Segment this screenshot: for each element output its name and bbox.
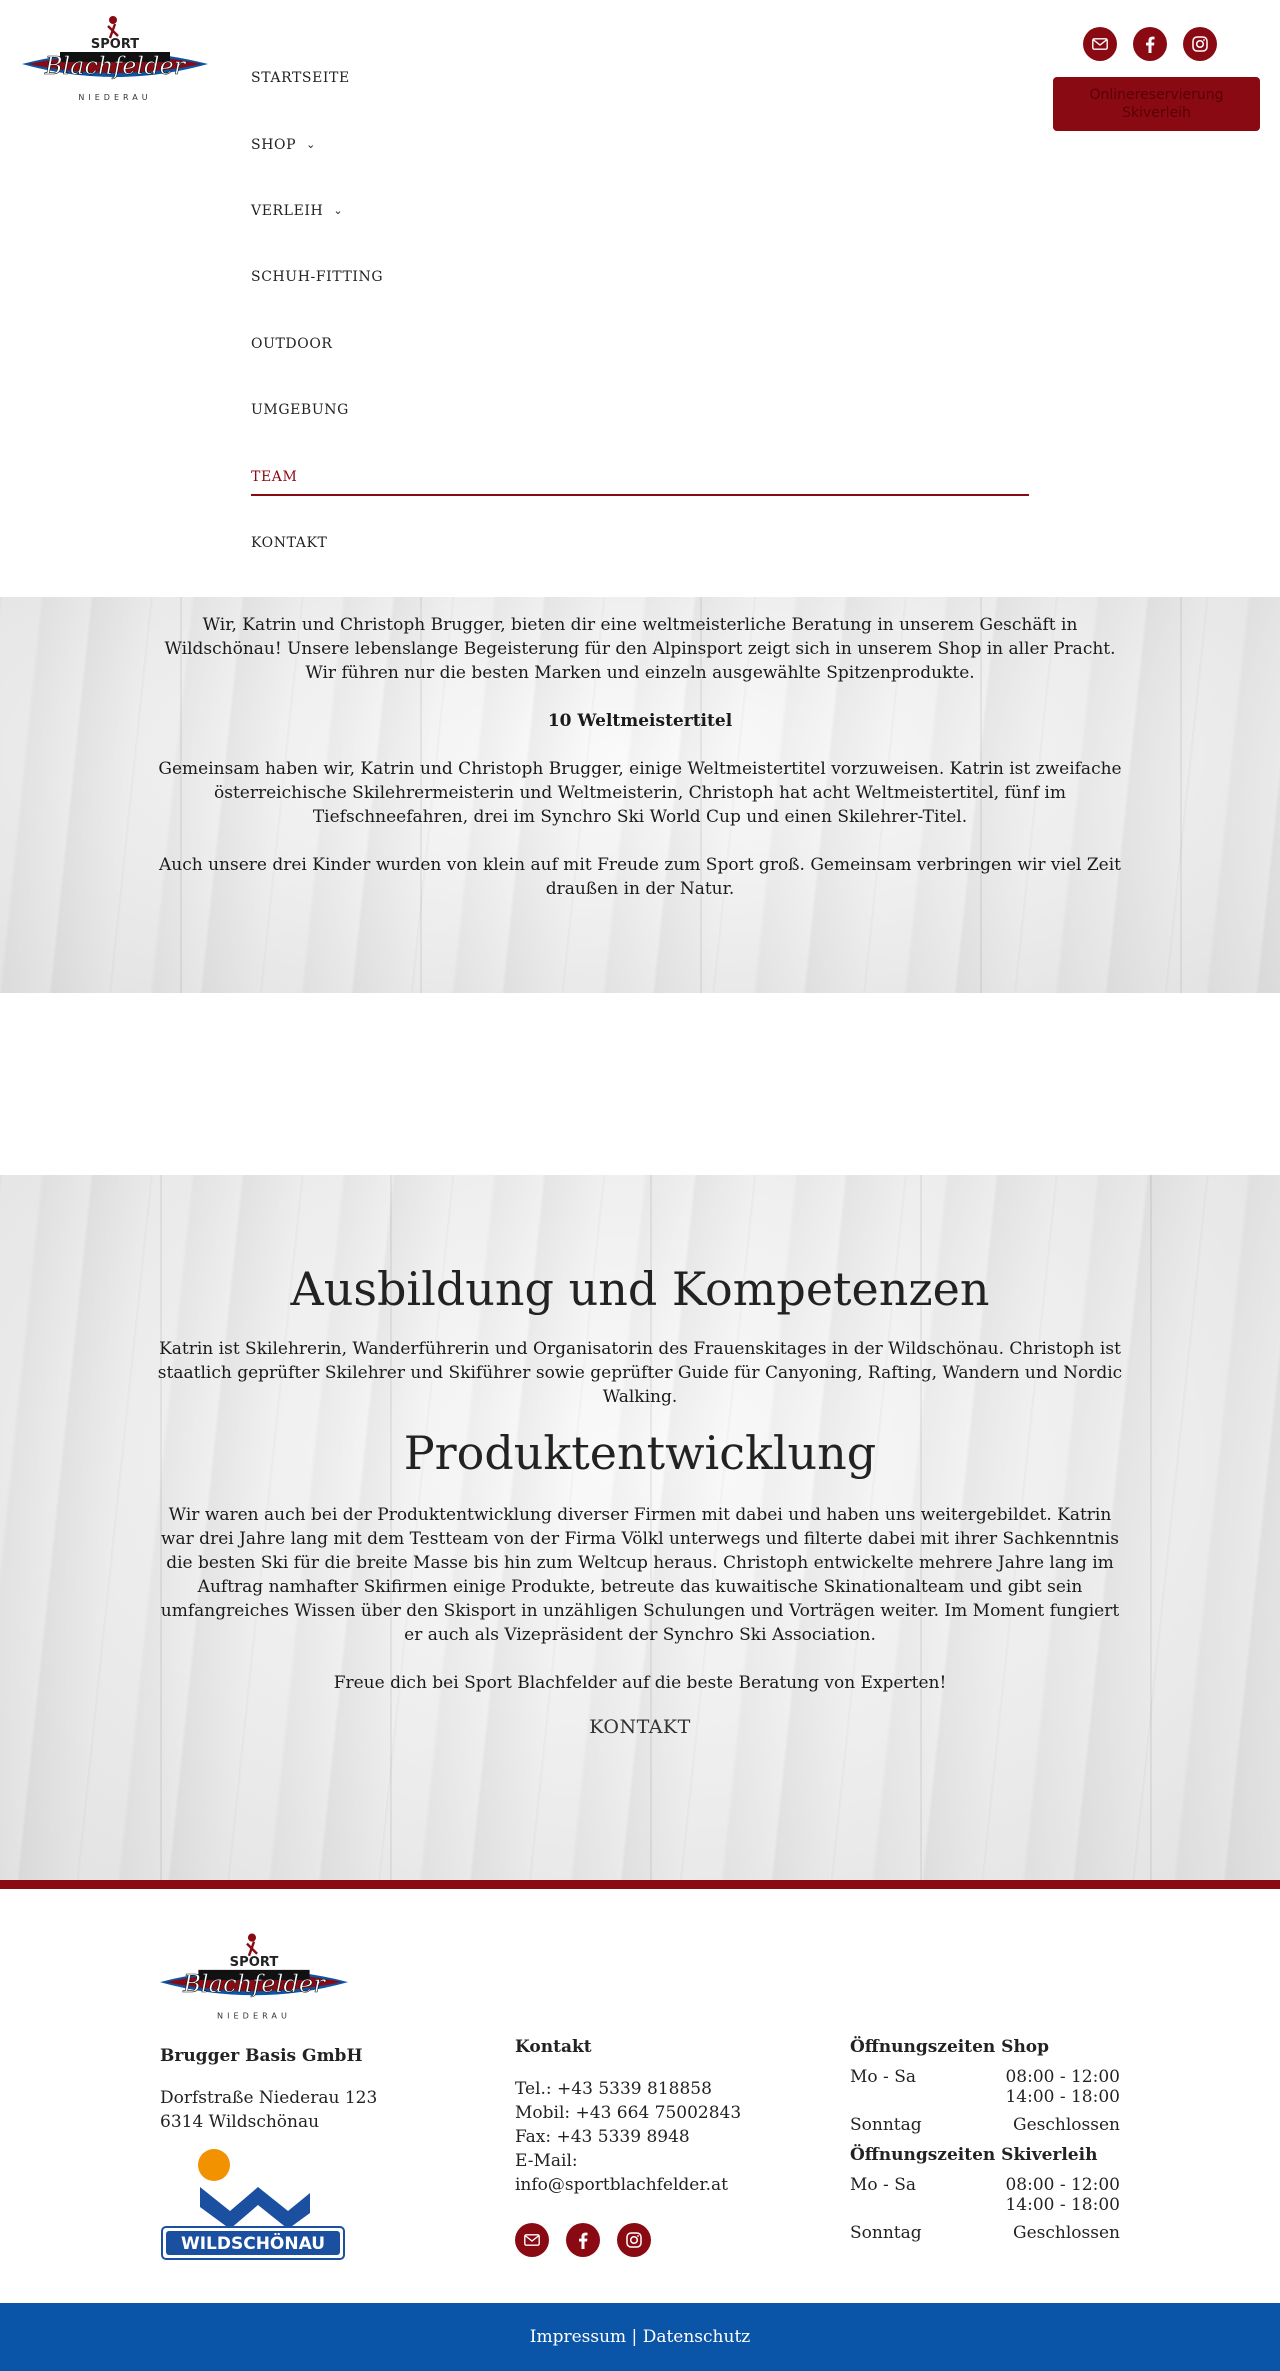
- footer-divider: [0, 1880, 1280, 1889]
- nav-label: SCHUH-FITTING: [251, 269, 384, 286]
- nav-label: KONTAKT: [251, 534, 328, 551]
- site-header: [0, 0, 1280, 597]
- social-links-header: [1083, 27, 1217, 61]
- impressum-link[interactable]: Impressum: [529, 2327, 627, 2347]
- address-city: 6314 Wildschönau: [160, 2112, 320, 2132]
- nav-item-kontakt[interactable]: [251, 510, 1029, 576]
- instagram-button[interactable]: [1183, 27, 1217, 61]
- hours-afternoon: 14:00 - 18:00: [1005, 2087, 1120, 2107]
- competence-text: [155, 1261, 1125, 1740]
- nav-item-startseite[interactable]: [251, 45, 1029, 111]
- produkt-heading: Produktentwicklung: [403, 1426, 877, 1480]
- wildschoenau-logo-text: WILDSCHÖNAU: [180, 2234, 326, 2254]
- ausbildung-heading: Ausbildung und Kompetenzen: [290, 1262, 990, 1316]
- hours-closed: Geschlossen: [1013, 2223, 1120, 2243]
- nav-label: STARTSEITE: [251, 70, 350, 87]
- company-name: Brugger Basis GmbH: [160, 2046, 363, 2066]
- footer-opening-hours: [850, 2035, 1120, 2251]
- nav-label: TEAM: [251, 468, 298, 485]
- envelope-icon: [524, 2234, 540, 2246]
- nav-label: VERLEIH: [251, 202, 324, 219]
- hours-morning: 08:00 - 12:00: [1005, 2175, 1120, 2195]
- nav-item-outdoor[interactable]: [251, 311, 1029, 377]
- logo-place-text: NIEDERAU: [217, 2010, 291, 2021]
- facebook-icon: [1145, 36, 1155, 53]
- wildschoenau-logo[interactable]: [160, 2149, 346, 2261]
- intro-paragraph-2: Gemeinsam haben wir, Katrin und Christoph Brugger, einige Weltmeistertitel vorzuweisen. Katrin ist zweifache österreichische Skilehrermeisterin und Weltmeisterin, Christoph hat acht Weltmeistertitel, fünf im Tiefschneefahren, drei im Synchro Ski World Cup und einen Skilehrer-Titel.: [158, 759, 1122, 827]
- chevron-down-icon: ⌄: [306, 138, 316, 152]
- produkt-paragraph: Wir waren auch bei der Produktentwicklung diverser Firmen mit dabei und haben uns weitergebildet. Katrin war drei Jahre lang mit dem Testteam von der Firma Völkl unterwegs und filterte dabei mit ihrer Sachkenntnis die besten Ski für die breite Masse bis hin zum Weltcup heraus. Christoph entwickelte mehrere Jahre lang im Auftrag namhafter Skifirmen einige Produkte, betreute das kuwaitische Skinationalteam und gibt sein umfangreiches Wissen über den Skisport in unzähligen Schulungen und Vorträgen weiter. Im Moment fungiert er auch als Vizepräsident der Synchro Ski Association.: [160, 1505, 1120, 1645]
- ski-hours-title: Öffnungszeiten Skiverleih: [850, 2145, 1098, 2165]
- nav-item-team[interactable]: [251, 443, 1029, 509]
- hours-days: Sonntag: [850, 2115, 922, 2135]
- online-reservation-button[interactable]: Onlinereservierung Skiverleih: [1053, 77, 1260, 131]
- nav-label: SHOP: [251, 136, 297, 153]
- instagram-icon: [626, 2232, 642, 2248]
- hours-morning: 08:00 - 12:00: [1005, 2067, 1120, 2087]
- contact-email[interactable]: info@sportblachfelder.at: [515, 2175, 728, 2195]
- email-button[interactable]: [515, 2223, 549, 2257]
- logo-sport-text: SPORT: [90, 37, 140, 52]
- contact-mobile[interactable]: Mobil: +43 664 75002843: [515, 2103, 742, 2123]
- kontakt-link[interactable]: KONTAKT: [589, 1716, 691, 1738]
- address-street: Dorfstraße Niederau 123: [160, 2088, 378, 2108]
- logo-place-text: NIEDERAU: [78, 93, 152, 102]
- site-footer: [0, 1889, 1280, 2303]
- contact-title: Kontakt: [515, 2037, 592, 2057]
- contact-fax: Fax: +43 5339 8948: [515, 2127, 690, 2147]
- facebook-button[interactable]: [566, 2223, 600, 2257]
- chevron-down-icon: ⌄: [333, 204, 344, 218]
- site-logo[interactable]: [20, 12, 210, 104]
- hours-days: Sonntag: [850, 2223, 922, 2243]
- instagram-icon: [1192, 36, 1208, 52]
- nav-item-verleih[interactable]: [251, 178, 1029, 244]
- footer-logo[interactable]: [158, 1929, 350, 2023]
- company-address: [160, 2086, 377, 2134]
- nav-item-schuh-fitting[interactable]: [251, 244, 1029, 310]
- instagram-button[interactable]: [617, 2223, 651, 2257]
- intro-paragraph-3: Auch unsere drei Kinder wurden von klein auf mit Freude zum Sport groß. Gemeinsam verbringen wir viel Zeit draußen in der Natur.: [158, 855, 1122, 899]
- main-nav: [251, 45, 1029, 576]
- legal-bar: [0, 2303, 1280, 2371]
- legal-separator: |: [626, 2327, 643, 2347]
- hours-days: Mo - Sa: [850, 2067, 916, 2087]
- nav-item-shop[interactable]: [251, 111, 1029, 177]
- hours-days: Mo - Sa: [850, 2175, 916, 2195]
- intro-heading: 10 Weltmeistertitel: [547, 711, 733, 731]
- logo-sport-text: SPORT: [229, 1954, 279, 1970]
- shop-hours-sunday: [850, 2115, 1120, 2135]
- contact-email-label: E-Mail:: [515, 2151, 578, 2171]
- hours-afternoon: 14:00 - 18:00: [1005, 2195, 1120, 2215]
- intro-text: [155, 613, 1125, 925]
- ausbildung-paragraph: Katrin ist Skilehrerin, Wanderführerin und Organisatorin des Frauenskitages in der Wildschönau. Christoph ist staatlich geprüfter Skilehrer und Skiführer sowie geprüfter Guide für Canyoning, Rafting, Wandern und Nordic Walking.: [157, 1339, 1123, 1407]
- hours-times: [1005, 2175, 1120, 2215]
- envelope-icon: [1092, 38, 1108, 50]
- social-links-footer: [515, 2223, 775, 2257]
- ski-hours-weekdays: [850, 2175, 1120, 2215]
- logo-name-text: Blachfelder: [183, 1969, 325, 1999]
- hours-times: [1005, 2067, 1120, 2107]
- facebook-button[interactable]: [1133, 27, 1167, 61]
- shop-hours-title: Öffnungszeiten Shop: [850, 2037, 1050, 2057]
- footer-contact: [515, 2035, 775, 2257]
- shop-hours-weekdays: [850, 2067, 1120, 2107]
- intro-section: [0, 597, 1280, 993]
- contact-phone[interactable]: Tel.: +43 5339 818858: [515, 2079, 712, 2099]
- datenschutz-link[interactable]: Datenschutz: [642, 2327, 751, 2347]
- competence-section: [0, 1175, 1280, 1880]
- hours-closed: Geschlossen: [1013, 2115, 1120, 2135]
- nav-item-umgebung[interactable]: [251, 377, 1029, 443]
- logo-name-text: Blachfelder: [44, 52, 186, 80]
- email-button[interactable]: [1083, 27, 1117, 61]
- nav-label: OUTDOOR: [251, 335, 333, 352]
- intro-paragraph-1: Wir, Katrin und Christoph Brugger, bieten dir eine weltmeisterliche Beratung in unserem Geschäft in Wildschönau! Unsere lebenslange Begeisterung für den Alpinsport zeigt sich in unserem Shop in aller Pracht. Wir führen nur die besten Marken und einzeln ausgewählte Spitzenprodukte.: [164, 615, 1116, 683]
- facebook-icon: [578, 2232, 588, 2249]
- nav-label: UMGEBUNG: [251, 402, 349, 419]
- ski-hours-sunday: [850, 2223, 1120, 2243]
- freude-paragraph: Freue dich bei Sport Blachfelder auf die beste Beratung von Experten!: [333, 1673, 947, 1693]
